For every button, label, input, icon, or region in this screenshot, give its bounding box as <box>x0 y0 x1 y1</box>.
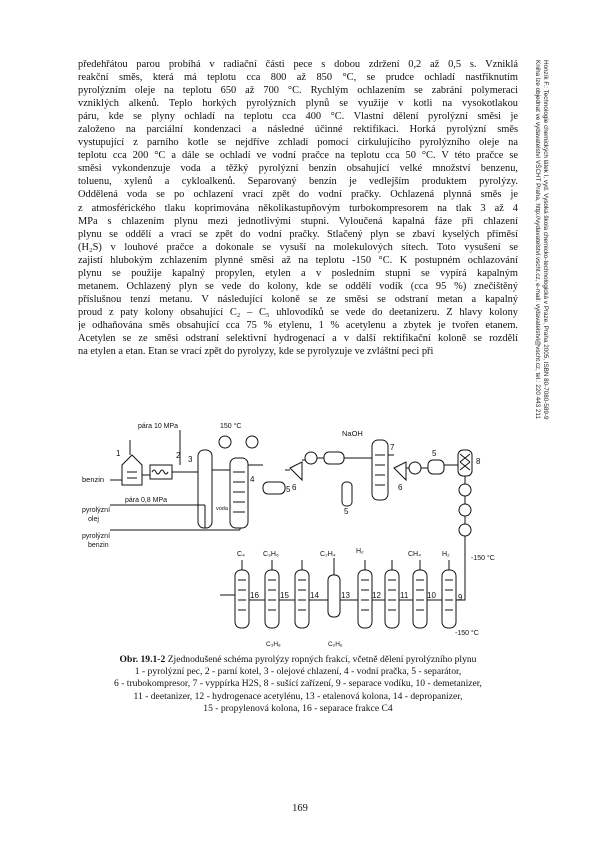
water-scrubber <box>230 458 248 528</box>
heat-exchanger-1 <box>219 436 231 448</box>
column-16 <box>235 570 249 628</box>
text-line: směsi vykondenzuje voda a těžký pyrolýzní benzín obsahující velké množství benzenu, <box>78 163 518 175</box>
cooler-2 <box>409 462 421 474</box>
number-8: 8 <box>476 457 481 466</box>
separator-1 <box>263 482 285 494</box>
text-line: teplotu cca 200 °C a dále se ochladí ve vodní pračce na teplotu cca 50 °C. V této pračce se <box>78 150 518 162</box>
compressor-1 <box>290 462 302 480</box>
heat-exchanger-2 <box>246 436 258 448</box>
text-line: reakční směs, která má teplotu cca 800 až 850 °C, se prudce ochladí nastřiknutím <box>78 72 518 84</box>
product-c3h8: C₃H₈ <box>266 641 281 648</box>
text-line: vzniklých alkenů. Teplo horkých pyrolýzních plynů se využije v kotli na vysokotlakou <box>78 98 518 110</box>
boiler-coil <box>152 470 168 474</box>
product-ch4: CH₄ <box>408 551 421 558</box>
number-11: 11 <box>400 591 409 600</box>
caption-line-5: 15 - propylenová kolona, 16 - separace frakce C4 <box>203 702 393 714</box>
overhead-lines <box>242 558 449 575</box>
dryer-packing <box>460 454 470 470</box>
h2s-scrubber <box>372 440 388 500</box>
caption-line-1 <box>78 654 518 666</box>
text-line: předehřátou parou probíhá v radiační části pece s dobou zdržení 0,2 až 0,5 s. Vzniklá <box>78 59 518 70</box>
text-line: příslušnou tenzí metanu. V následující koloně se ze směsi se odstraní metan a kapalný <box>78 293 518 305</box>
product-h2-a: H₂ <box>356 548 364 555</box>
column-9 <box>442 570 456 628</box>
separator-4 <box>428 460 444 474</box>
figure-caption <box>78 654 518 715</box>
label-pyr-oil-2: olej <box>88 516 99 523</box>
text-line: plynu se oddělí a vrací se zpět do vodní pračky. Stlačený plyn se zbaví kyselých příměsí <box>78 228 518 240</box>
text-line: MPa s chlazením plynu mezi jednotlivými stupni. Vyloučená kapalná fáze při chlazení <box>78 215 518 227</box>
text-line: (H₂S) v louhové pračce a dokonale se vysuší na molekulových sítech. Toto vysušení se <box>78 241 518 253</box>
cooler-4 <box>459 504 471 516</box>
number-16: 16 <box>250 591 259 600</box>
caption-line-4: 11 - deetanizer, 12 - hydrogenace acetylénu, 13 - etalenová kolona, 14 - depropanizer, <box>133 690 463 702</box>
process-flow-svg <box>80 410 520 650</box>
side-note-line-1: Honzík F.: Technologie chemických látek I, vyd. Vysoká škola chemicko-technologická v Praze, Praha 2005, ISBN 80-7080-589-9 <box>542 60 549 420</box>
furnace-coil <box>127 472 137 478</box>
text-line: proud z paty kolony obsahující C₂ – C₅ uhlovodíků se vede do deetanizeru. Z hlavy kolony <box>78 306 518 318</box>
cooler-3 <box>459 484 471 496</box>
cooler-1 <box>305 452 317 464</box>
number-1: 1 <box>116 449 121 458</box>
number-13: 13 <box>341 591 350 600</box>
column-11 <box>385 570 399 628</box>
compressor-2 <box>394 462 406 480</box>
separator-2 <box>324 452 344 464</box>
label-150: 150 °C <box>220 423 242 430</box>
label-voda: voda <box>216 506 228 512</box>
text-line: pyrolýzním oleje na teplotu 650 až 700 °C. Rychlým ochlazením se zabrání polymeraci <box>78 85 518 97</box>
side-note-line-2: Kniha lze objednat ve vydavatelství VŠCHT Praha, http://vydavatelstvi.vscht.cz, e-mail: vydavatelstvi@vscht.cz, tel.: 220 443 211 <box>533 60 541 419</box>
text-line: vystupující z parního kotle se nejdříve zchladí pomocí cirkulujícího pyrolýzního oleje na <box>78 137 518 149</box>
text-line: plynu se použije kapalný propylen, etylen a v posledním stupni se vypírá kapalným <box>78 267 518 279</box>
steam-lines <box>130 430 180 465</box>
product-c4: C₄ <box>237 551 245 558</box>
page-number: 169 <box>292 803 308 814</box>
number-4: 4 <box>250 475 255 484</box>
label-minus-150-a: -150 °C <box>471 555 495 562</box>
number-5b: 5 <box>344 507 349 516</box>
text-line: metanem. Ochlazený plyn se vede do kolony, kde se oddělí vodík (cca 95 %) znečištěný <box>78 280 518 292</box>
column-14 <box>295 570 309 628</box>
number-10: 10 <box>427 591 436 600</box>
number-3: 3 <box>188 455 193 464</box>
product-c2h4: C₂H₄ <box>320 551 336 558</box>
text-line: na etylen a etan. Etan se vrací zpět do pyrolyzy, kde se pyrolyzuje ve zvláštní peci při <box>78 346 434 358</box>
body-text <box>78 58 518 358</box>
pyrolysis-furnace <box>122 455 142 485</box>
number-2: 2 <box>176 451 181 460</box>
column-15 <box>265 570 279 628</box>
caption-title: Zjednodušené schéma pyrolýzy ropných frakcí, včetně dělení pyrolýzního plynu <box>167 654 477 665</box>
number-9: 9 <box>458 593 463 602</box>
label-pyr-benzin-2: benzin <box>88 542 109 549</box>
number-5c: 5 <box>432 449 437 458</box>
product-h2-b: H₂ <box>442 551 450 558</box>
text-line: z atmosférického tlaku koprimována několikastupňovým turbokompresorem na tlak 3 až 4 <box>78 202 518 214</box>
number-7: 7 <box>390 443 395 452</box>
caption-label: Obr. 19.1-2 <box>119 654 166 665</box>
product-c3h6: C₃H₆ <box>263 551 279 558</box>
scrubber-trays <box>233 472 245 512</box>
number-5: 5 <box>286 485 291 494</box>
number-6: 6 <box>292 483 297 492</box>
label-minus-150-b: -150 °C <box>455 630 479 637</box>
label-pyr-benzin-1: pyrolýzní <box>82 533 111 540</box>
text-line: Oddělená voda se po ochlazení vrací zpět do vodní pračky. Ochlazená plynná směs je <box>78 189 518 201</box>
reactor-13 <box>328 575 340 617</box>
text-line: Acetylen se ze směsi odstraní selektivní hydrogenací a v další rektifikační koloně se rozdělí <box>78 332 518 344</box>
column-10 <box>413 570 427 628</box>
caption-line-3: 6 - trubokompresor, 7 - vyppírka H2S, 8 - sušící zařízení, 9 - separace vodíku, 10 - demetanizer, <box>114 678 482 690</box>
label-steam: pára 10 MPa <box>138 423 179 430</box>
side-note <box>533 60 549 660</box>
label-benzin: benzin <box>82 475 105 484</box>
caption-line-2: 1 - pyrolýzní pec, 2 - parní kotel, 3 - olejové chlazení, 4 - vodní pračka, 5 - separátor, <box>134 666 462 678</box>
steam-boiler <box>150 465 172 479</box>
text-line: je odhaňována směs obsahující cca 75 % etylenu, 1 % acetylenu a zbytek je tvořen etanem. <box>78 319 518 331</box>
text-line: páru, kde se plyny ochladí na teplotu cca 400 °C. Vlastní dělení pyrolýzní směsi je <box>78 111 518 123</box>
text-line: založeno na parciální kondenzaci a následné účinné rektifikaci. Horká pyrolýzní směs <box>78 124 518 136</box>
text-line: zajistí hlubokým zchlazením plynné směsi až na teplotu -150 °C. K postupném ochlazování <box>78 254 518 266</box>
separator-3 <box>342 482 352 506</box>
product-c2h6: C₂H₆ <box>328 641 343 648</box>
number-14: 14 <box>310 591 319 600</box>
process-flow-diagram <box>80 410 520 650</box>
number-15: 15 <box>280 591 289 600</box>
cooler-5 <box>459 524 471 536</box>
label-steam-low: pára 0,8 MPa <box>125 497 168 504</box>
label-pyr-oil-1: pyrolýzní <box>82 507 111 514</box>
number-6b: 6 <box>398 483 403 492</box>
text-line: toluenu, xylenů a cykloalkenů. Separovaný benzín je vedlejším produktem pyrolýzy. <box>78 176 518 188</box>
column-12 <box>358 570 372 628</box>
label-naoh: NaOH <box>342 429 363 438</box>
h2s-scrubber-trays <box>375 455 385 485</box>
number-12: 12 <box>372 591 381 600</box>
